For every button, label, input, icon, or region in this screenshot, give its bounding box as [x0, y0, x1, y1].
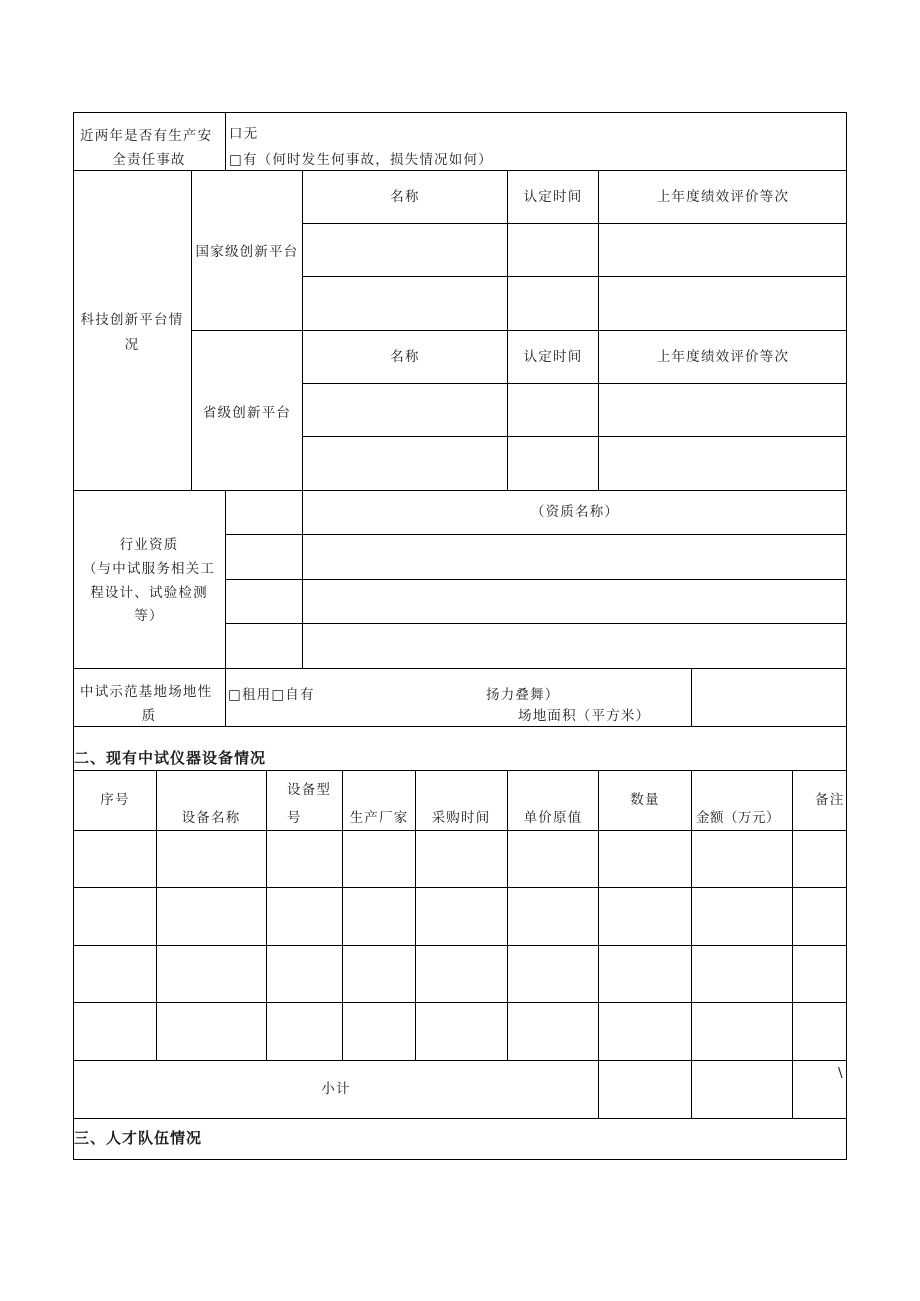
divider [225, 534, 847, 535]
provincial-col-time: 认定时间 [523, 349, 583, 365]
divider [598, 770, 599, 1118]
divider [73, 830, 847, 831]
accident-label-line1: 近两年是否有生产安 [80, 128, 213, 144]
col-unit-price: 单价原值 [523, 810, 583, 826]
provincial-platform-label: 省级创新平台 [202, 405, 292, 421]
national-col-time: 认定时间 [523, 189, 583, 205]
equipment-section-title: 二、现有中试仪器设备情况 [74, 749, 267, 767]
divider [73, 887, 847, 888]
divider [73, 170, 847, 171]
subtotal-label: 小计 [321, 1081, 351, 1097]
divider [225, 668, 226, 726]
national-col-name: 名称 [390, 189, 420, 205]
divider [225, 579, 847, 580]
divider [225, 623, 847, 624]
divider [415, 770, 416, 1061]
divider [507, 770, 508, 1061]
subtotal-remark-slash: \ [838, 1065, 844, 1081]
divider [73, 726, 847, 727]
divider [73, 945, 847, 946]
divider [73, 668, 847, 669]
divider [73, 1060, 847, 1061]
platform-label-line1: 科技创新平台情 [80, 312, 184, 328]
divider [302, 436, 847, 437]
site-area-label: 场地面积（平方米） [518, 708, 651, 724]
divider [691, 770, 692, 1118]
divider [302, 223, 847, 224]
provincial-col-name: 名称 [390, 349, 420, 365]
provincial-col-eval: 上年度绩效评价等次 [656, 349, 790, 365]
divider [691, 668, 692, 726]
divider [302, 383, 847, 384]
accident-option-yes[interactable]: □有（何时发生何事故，损失情况如何） [229, 152, 493, 168]
qualification-name-header: （资质名称） [530, 504, 620, 520]
divider [156, 770, 157, 1061]
col-quantity: 数量 [630, 792, 660, 808]
divider [266, 770, 267, 1061]
col-amount: 金额（万元） [696, 810, 780, 826]
divider [792, 770, 793, 1118]
col-remark: 备注 [815, 792, 845, 808]
divider [73, 490, 847, 491]
divider [342, 770, 343, 1061]
col-purchase-date: 采购时间 [431, 810, 491, 826]
table-border-bottom [73, 1159, 847, 1160]
col-model-line1: 设备型 [287, 782, 332, 798]
qualification-label-line3: 程设计、试验检测 [90, 585, 208, 601]
qualification-label-line4: 等） [134, 608, 164, 624]
divider [73, 1002, 847, 1003]
site-note: 扬力叠舞） [486, 687, 560, 703]
site-label-line1: 中试示范基地场地性 [80, 684, 213, 700]
accident-label-line2: 全责任事故 [112, 152, 186, 168]
table-border-top [73, 112, 847, 113]
national-platform-label: 国家级创新平台 [195, 244, 299, 260]
col-device-name: 设备名称 [181, 810, 241, 826]
divider [191, 330, 847, 331]
col-model-line2: 号 [287, 810, 302, 826]
site-label-line2: 质 [141, 708, 157, 724]
talent-section-title: 三、人才队伍情况 [74, 1129, 203, 1147]
divider [73, 1118, 847, 1119]
divider [73, 770, 847, 771]
accident-option-none[interactable]: 口无 [229, 126, 259, 142]
qualification-label-line2: （与中试服务相关工 [82, 561, 216, 577]
divider [225, 112, 226, 170]
col-seq: 序号 [100, 792, 130, 808]
qualification-label-line1: 行业资质 [119, 537, 179, 553]
platform-label-line2: 况 [124, 337, 140, 353]
col-maker: 生产厂家 [349, 810, 409, 826]
site-type-options[interactable]: □租用□自有 [228, 687, 315, 703]
national-col-eval: 上年度绩效评价等次 [656, 189, 790, 205]
divider [302, 276, 847, 277]
